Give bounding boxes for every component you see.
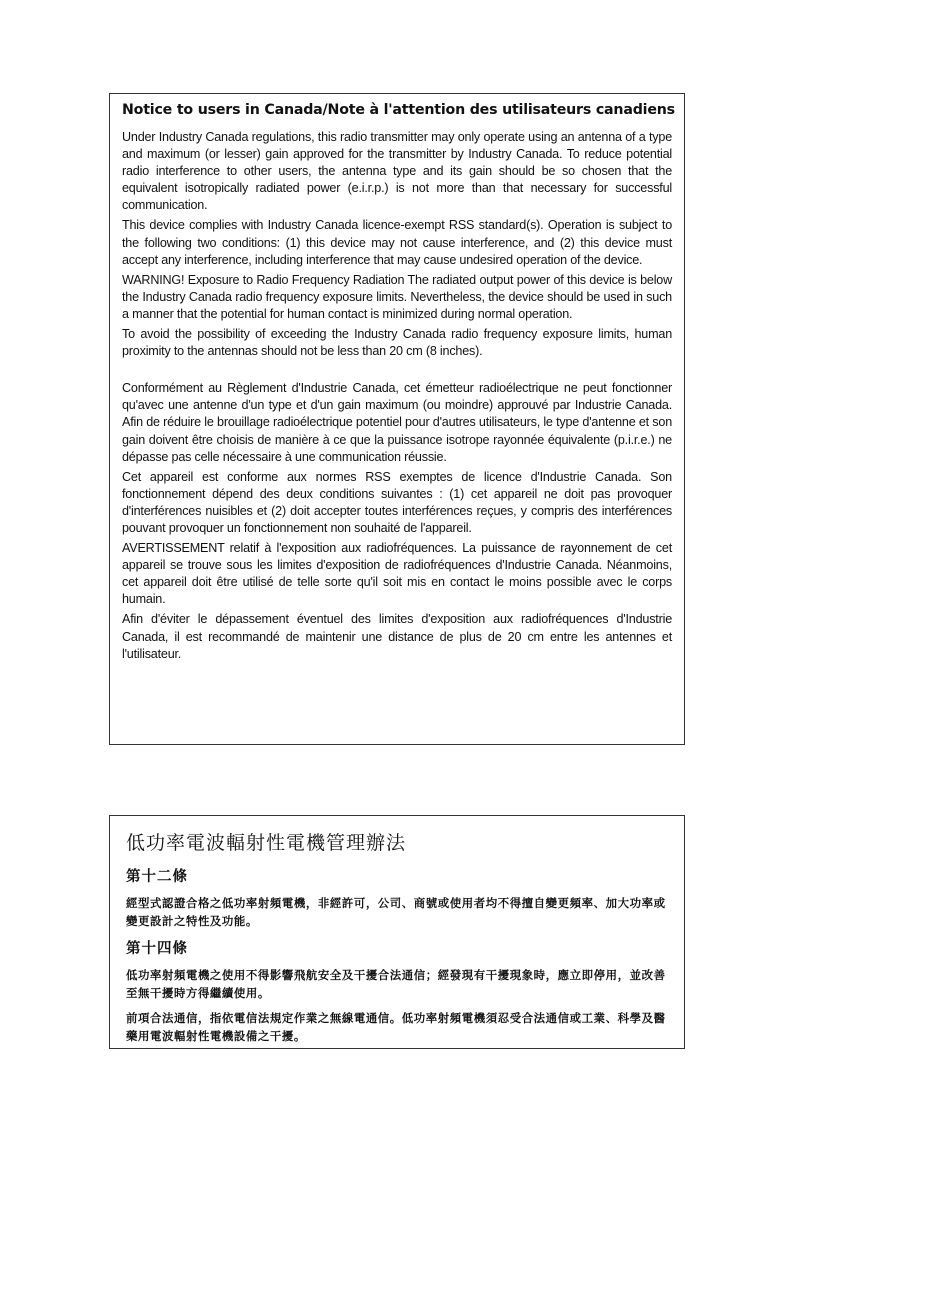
french-paragraph: Afin d'éviter le dépassement éventuel des limites d'exposition aux radiofréquences d'Industrie Canada, il est recommandé de maintenir une distance de plus de 20 cm entre les antennes et l'utilisateur. [122,612,672,661]
english-paragraph: WARNING! Exposure to Radio Frequency Radiation The radiated output power of this device is below the Industry Canada radio frequency exposure limits. Nevertheless, the device should be used in such a manner that the potential for human contact is minimized during normal operation. [122,272,672,321]
english-paragraph: Under Industry Canada regulations, this radio transmitter may only operate using an antenna of a type and maximum (or lesser) gain approved for the transmitter by Industry Canada. To reduce potential radio interference to other users, the antenna type and its gain should be so chosen that the equivalent isotropically radiated power (e.i.r.p.) is not more than that necessary for successful communication. [122,130,672,213]
taiwan-notice-title: 低功率電波輻射性電機管理辦法 [126,832,407,854]
article-12-heading: 第十二條 [126,869,188,885]
section-spacer [122,363,672,380]
article-14-heading: 第十四條 [126,941,188,957]
english-paragraph: To avoid the possibility of exceeding the Industry Canada radio frequency exposure limits, human proximity to the antennas should not be less than 20 cm (8 inches). [122,327,672,359]
french-paragraph: AVERTISSEMENT relatif à l'exposition aux radiofréquences. La puissance de rayonnement de cet appareil se trouve sous les limites d'exposition de radiofréquences d'Industrie Canada. Néanmoins, cet appareil doit être utilisé de telle sorte qu'il soit mis en contact le moins possible avec le corps humain. [122,541,672,607]
taiwan-notice-box [109,815,685,1049]
english-paragraph: This device complies with Industry Canada licence-exempt RSS standard(s). Operation is subject to the following two conditions: (1) this device may not cause interference, and (2) this device must accept any interference, including interference that may cause undesired operation of the device. [122,218,672,267]
canada-notice-title: Notice to users in Canada/Note à l'attention des utilisateurs canadiens [122,102,675,118]
french-paragraph: Cet appareil est conforme aux normes RSS exemptes de licence d'Industrie Canada. Son fonctionnement dépend des deux conditions suivantes : (1) cet appareil ne doit pas provoquer d'interférences nuisibles et (2) doit accepter toutes interférences reçues, y compris des interférences pouvant provoquer un fonctionnement non souhaité de l'appareil. [122,469,672,535]
canada-notice-box [109,93,685,745]
french-paragraph: Conformément au Règlement d'Industrie Canada, cet émetteur radioélectrique ne peut fonctionner qu'avec une antenne d'un type et d'un gain maximum (ou moindre) approuvé par Industrie Canada. Afin de réduire le brouillage radioélectrique potentiel pour d'autres utilisateurs, le type d'antenne et son gain doivent être choisis de manière à ce que la puissance isotrope rayonnée équivalente (p.i.r.e.) ne dépasse pas celle nécessaire à une communication réussie. [122,381,672,464]
article-14-paragraph: 前項合法通信，指依電信法規定作業之無線電通信。低功率射頻電機須忍受合法通信或工業、科學及醫藥用電波輻射性電機設備之干擾。 [126,1011,666,1043]
article-14-paragraph: 低功率射頻電機之使用不得影響飛航安全及干擾合法通信；經發現有干擾現象時，應立即停用，並改善至無干擾時方得繼續使用。 [126,968,666,1000]
article-12-text: 經型式認證合格之低功率射頻電機，非經許可，公司、商號或使用者均不得擅自變更頻率、加大功率或變更設計之特性及功能。 [126,896,666,928]
